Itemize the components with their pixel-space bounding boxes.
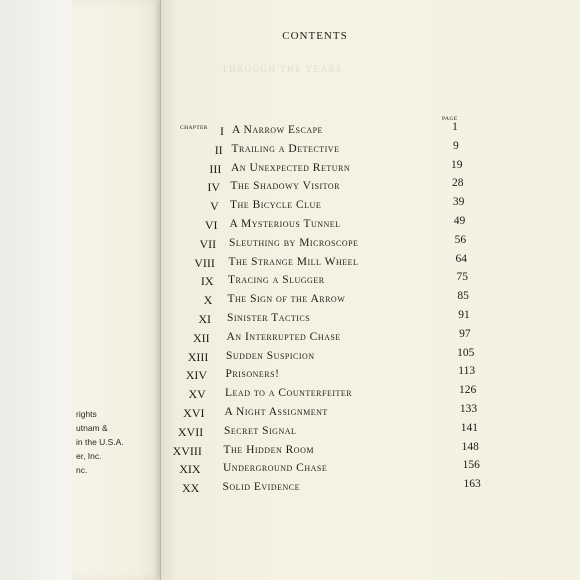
chapter-column-label: CHAPTER xyxy=(180,125,208,131)
chapter-page-number: 1 xyxy=(452,121,458,133)
chapter-title: Lead to a Counterfeiter xyxy=(225,387,353,400)
chapter-title: Sudden Suspicion xyxy=(226,349,315,362)
chapter-page-number: 126 xyxy=(458,384,477,397)
chapter-title: The Shadowy Visitor xyxy=(230,180,341,193)
chapter-numeral: XVI xyxy=(183,406,205,420)
chapter-title: Sinister Tactics xyxy=(227,312,311,324)
chapter-title: An Interrupted Chase xyxy=(226,330,341,343)
copyright-line: utnam & xyxy=(76,423,108,433)
chapter-numeral: XX xyxy=(181,481,200,496)
chapter-title: The Strange Mill Wheel xyxy=(228,255,359,268)
chapter-numeral: X xyxy=(203,293,213,308)
chapter-title: An Unexpected Return xyxy=(231,161,351,174)
copyright-line: er, Inc. xyxy=(76,451,102,461)
chapter-numeral: VII xyxy=(199,236,217,251)
chapter-page-number: 9 xyxy=(453,139,459,152)
chapter-title: Prisoners! xyxy=(225,368,280,381)
chapter-title: The Sign of the Arrow xyxy=(227,293,346,306)
chapter-numeral: XIV xyxy=(185,368,208,383)
chapter-title: Sleuthing by Microscope xyxy=(229,236,359,249)
chapter-page-number: 141 xyxy=(460,421,479,434)
chapter-page-number: 91 xyxy=(458,309,470,321)
chapter-numeral: III xyxy=(209,161,222,176)
chapter-page-number: 64 xyxy=(455,252,468,265)
chapter-page-number: 113 xyxy=(458,365,476,378)
page-column-label: PAGE xyxy=(442,116,458,122)
chapter-numeral: XII xyxy=(193,330,210,345)
chapter-title: Trailing a Detective xyxy=(231,142,340,155)
chapter-numeral: XIX xyxy=(179,462,201,477)
chapter-title: A Mysterious Tunnel xyxy=(229,218,341,230)
chapter-title: Solid Evidence xyxy=(222,481,301,494)
chapter-page-number: 75 xyxy=(456,271,468,284)
chapter-page-number: 39 xyxy=(452,196,465,209)
chapter-page-number: 105 xyxy=(457,346,475,359)
chapter-page-number: 19 xyxy=(451,158,463,171)
chapter-page-number: 163 xyxy=(463,478,481,491)
chapter-page-number: 148 xyxy=(461,440,479,453)
copyright-line: nc. xyxy=(76,465,88,475)
chapter-title: A Night Assignment xyxy=(224,406,328,418)
chapter-numeral: XVIII xyxy=(172,443,202,458)
chapter-page-number: 133 xyxy=(459,403,478,415)
chapter-title: A Narrow Escape xyxy=(232,124,323,136)
chapter-title: Tracing a Slugger xyxy=(228,274,325,287)
chapter-numeral: IX xyxy=(200,274,214,289)
chapter-page-number: 56 xyxy=(454,233,467,246)
chapter-title: The Hidden Room xyxy=(223,443,314,456)
chapter-numeral: VI xyxy=(204,218,218,232)
chapter-page-number: 28 xyxy=(451,177,464,190)
chapter-numeral: XVII xyxy=(177,424,204,439)
chapter-page-number: 156 xyxy=(462,459,480,472)
chapter-numeral: V xyxy=(210,199,219,214)
copyright-line: in the U.S.A. xyxy=(76,437,124,447)
contents-heading: CONTENTS xyxy=(282,30,348,42)
copyright-line: rights xyxy=(76,409,97,419)
chapter-title: The Bicycle Clue xyxy=(230,199,322,212)
chapter-title: Underground Chase xyxy=(223,462,328,475)
chapter-title: Secret Signal xyxy=(224,424,297,437)
chapter-numeral: VIII xyxy=(194,255,215,270)
chapter-numeral: IV xyxy=(207,180,221,195)
chapter-page-number: 49 xyxy=(453,215,466,227)
chapter-numeral: XI xyxy=(198,312,211,326)
chapter-page-number: 97 xyxy=(459,327,471,340)
chapter-page-number: 85 xyxy=(457,290,469,303)
chapter-numeral: XIII xyxy=(187,349,209,364)
chapter-numeral: I xyxy=(220,124,224,138)
chapter-numeral: II xyxy=(214,142,223,157)
chapter-numeral: XV xyxy=(188,387,206,402)
show-through-text: THROUGH THE YEARS xyxy=(222,64,343,74)
